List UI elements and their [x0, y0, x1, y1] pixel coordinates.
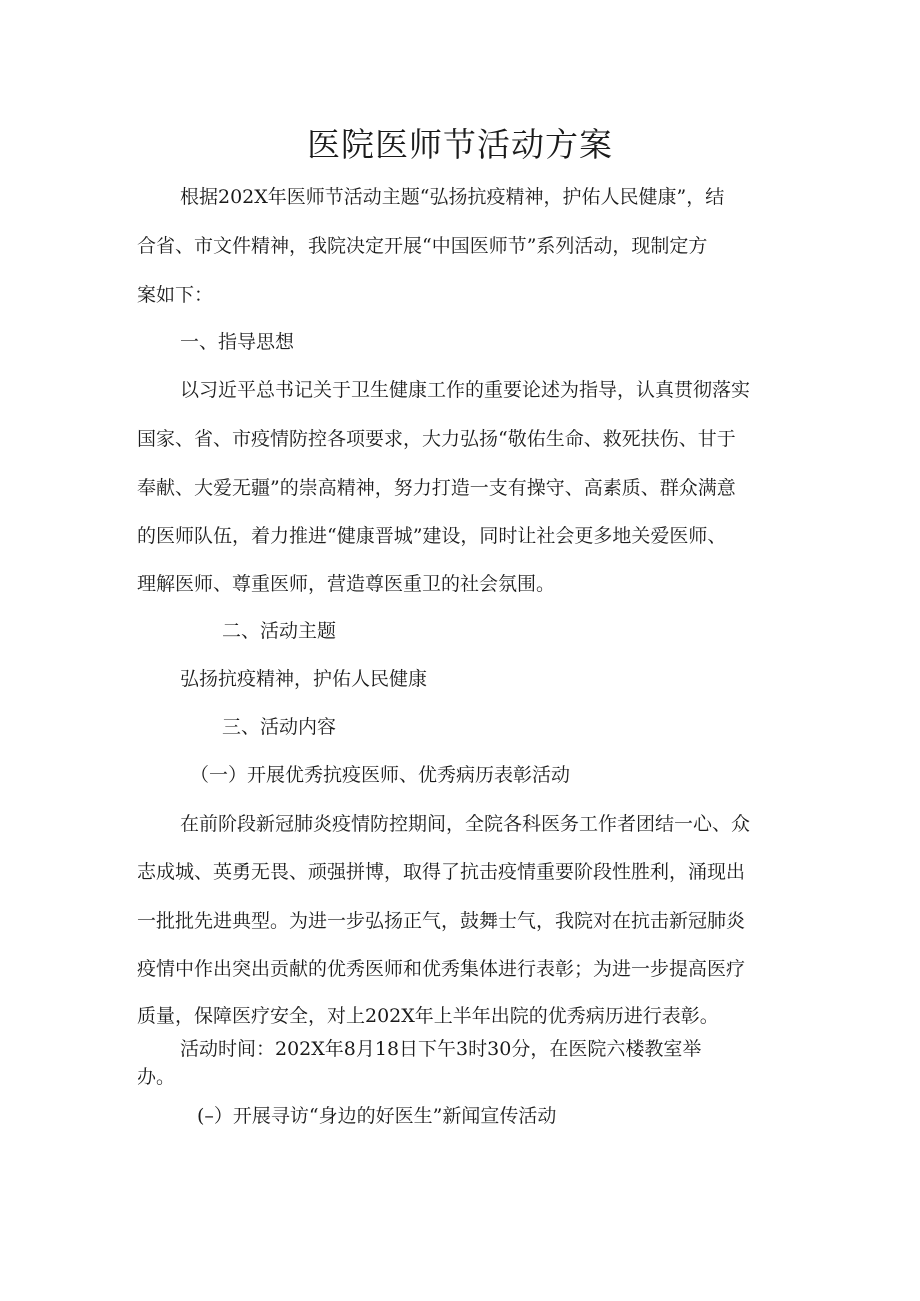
- document-title: 医院医师节活动方案: [307, 125, 613, 164]
- paragraph-guiding-line-3: 奉献、大爱无疆”的崇高精神，努力打造一支有操守、高素质、群众满意: [137, 477, 736, 499]
- paragraph-guiding-line-2: 国家、省、市疫情防控各项要求，大力弘扬“敬佑生命、救死扶伤、甘于: [137, 428, 736, 450]
- paragraph-content-line-4: 疫情中作出突出贡献的优秀医师和优秀集体进行表彰；为进一步提高医疗: [137, 958, 746, 980]
- section-heading-guiding-thought: 一、指导思想: [180, 331, 295, 353]
- paragraph-content-line-1: 在前阶段新冠肺炎疫情防控期间，全院各科医务工作者团结一心、众: [180, 813, 751, 835]
- activity-time-line-2: 办。: [137, 1066, 176, 1088]
- section-heading-activity-content: 三、活动内容: [222, 716, 337, 738]
- paragraph-intro-line-2: 合省、市文件精神，我院决定开展“中国医师节”系列活动，现制定方: [137, 235, 708, 257]
- paragraph-guiding-line-4: 的医师队伍，着力推进“健康晋城”建设，同时让社会更多地关爱医师、: [137, 525, 727, 547]
- paragraph-intro-line-1: 根据202X年医师节活动主题“弘扬抗疫精神，护佑人民健康”，结: [180, 186, 725, 208]
- paragraph-content-line-2: 志成城、英勇无畏、顽强拼博，取得了抗击疫情重要阶段性胜利，涌现出: [137, 861, 746, 883]
- paragraph-guiding-line-1: 以习近平总书记关于卫生健康工作的重要论述为指导，认真贯彻落实: [180, 379, 751, 401]
- section-heading-activity-theme: 二、活动主题: [222, 620, 337, 642]
- subsection-heading-2: (–）开展寻访“身边的好医生”新闻宣传活动: [197, 1105, 557, 1127]
- paragraph-activity-theme: 弘扬抗疫精神，护佑人民健康: [180, 668, 428, 690]
- paragraph-intro-line-3: 案如下：: [137, 284, 214, 306]
- activity-time-line-1: 活动时间：202X年8月18日下午3时30分，在医院六楼教室举: [180, 1038, 702, 1060]
- subsection-heading-1: （一）开展优秀抗疫医师、优秀病历表彰活动: [190, 764, 571, 786]
- paragraph-content-line-5: 质量，保障医疗安全，对上202X年上半年出院的优秀病历进行表彰。: [137, 1005, 719, 1027]
- paragraph-content-line-3: 一批批先进典型。为进一步弘扬正气，鼓舞士气，我院对在抗击新冠肺炎: [137, 910, 746, 932]
- paragraph-guiding-line-5: 理解医师、尊重医师，营造尊医重卫的社会氛围。: [137, 573, 556, 595]
